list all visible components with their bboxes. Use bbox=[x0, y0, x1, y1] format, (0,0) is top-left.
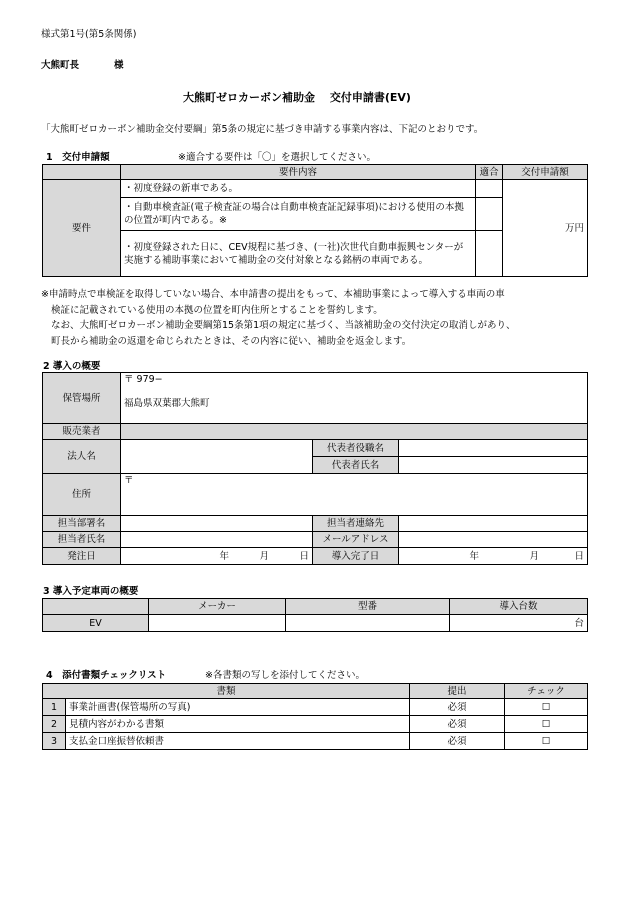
storage-address: 福島県双葉郡大熊町 bbox=[124, 398, 210, 409]
complete-year: 年 bbox=[469, 550, 480, 562]
doc-name: 支払金口座振替依頼書 bbox=[66, 733, 410, 750]
storage-label: 保管場所 bbox=[43, 373, 121, 424]
col-check: チェック bbox=[505, 684, 588, 699]
address-label: 住所 bbox=[43, 474, 121, 516]
vehicle-row-label: EV bbox=[43, 615, 149, 632]
page-title: 大熊町ゼロカーボン補助金 交付申請書(EV) bbox=[183, 91, 411, 104]
section2-heading: 2 導入の概要 bbox=[43, 361, 101, 372]
vehicle-table bbox=[42, 598, 588, 632]
order-month: 月 bbox=[259, 550, 269, 562]
overview-table bbox=[42, 372, 588, 565]
requirement-3: ・初度登録された日に、CEV規程に基づき、(一社)次世代自動車振興センターが実施する補助事業において補助金の交付対象となる銘柄の車両である。 bbox=[121, 231, 476, 277]
corp-name-field[interactable] bbox=[121, 440, 313, 474]
col-requirements: 要件内容 bbox=[121, 165, 476, 180]
order-date-field[interactable] bbox=[121, 548, 313, 565]
order-day: 日 bbox=[299, 550, 309, 562]
addressee: 大熊町長 bbox=[41, 60, 80, 71]
storage-address-cell[interactable] bbox=[121, 373, 588, 424]
count-field[interactable] bbox=[450, 615, 588, 632]
complete-day: 日 bbox=[574, 550, 585, 562]
person-label: 担当者氏名 bbox=[43, 532, 121, 548]
dealer-label: 販売業者 bbox=[43, 424, 121, 440]
rep-name-label: 代表者氏名 bbox=[313, 457, 399, 474]
fit-cell-3[interactable] bbox=[476, 231, 503, 277]
count-unit: 台 bbox=[574, 617, 584, 629]
honorific: 様 bbox=[114, 60, 124, 71]
table-row bbox=[43, 716, 588, 733]
storage-postal: 〒 979− bbox=[124, 374, 163, 385]
requirement-2: ・自動車検査証(電子検査証の場合は自動車検査証記録事項)における使用の本拠の位置が町内である。※ bbox=[121, 198, 476, 231]
col-model: 型番 bbox=[286, 599, 450, 615]
address-postal-mark: 〒 bbox=[124, 475, 134, 486]
col-doc: 書類 bbox=[43, 684, 410, 699]
requirement-1: ・初度登録の新車である。 bbox=[121, 180, 476, 198]
corp-label: 法人名 bbox=[43, 440, 121, 474]
order-date-label: 発注日 bbox=[43, 548, 121, 565]
complete-date-field[interactable] bbox=[399, 548, 588, 565]
check-box[interactable]: ☐ bbox=[505, 716, 588, 733]
section1-note: ※適合する要件は「〇」を選択してください。 bbox=[178, 152, 376, 163]
doc-required: 必須 bbox=[410, 733, 505, 750]
doc-number: 3 bbox=[43, 733, 66, 750]
pledge-line-1: ※申請時点で車検証を取得していない場合、本申請書の提出をもって、本補助事業によって導入する車両の車 bbox=[41, 289, 505, 300]
section1-heading: 1 交付申請額 bbox=[46, 152, 110, 163]
complete-month: 月 bbox=[529, 550, 540, 562]
requirements-table bbox=[42, 164, 588, 277]
table-row bbox=[43, 733, 588, 750]
amount-unit: 万円 bbox=[564, 222, 584, 234]
amount-cell[interactable] bbox=[503, 180, 588, 277]
col-maker: メーカー bbox=[149, 599, 286, 615]
section4-heading: 4 添付書類チェックリスト bbox=[46, 670, 167, 681]
requirements-row-label: 要件 bbox=[43, 180, 121, 277]
contact-field[interactable] bbox=[399, 516, 588, 532]
address-field[interactable] bbox=[121, 474, 588, 516]
email-label: メールアドレス bbox=[313, 532, 399, 548]
dept-label: 担当部署名 bbox=[43, 516, 121, 532]
fit-cell-2[interactable] bbox=[476, 198, 503, 231]
dept-field[interactable] bbox=[121, 516, 313, 532]
model-field[interactable] bbox=[286, 615, 450, 632]
col-amount: 交付申請額 bbox=[503, 165, 588, 180]
pledge-line-4: 町長から補助金の返還を命じられたときは、その内容に従い、補助金を返金します。 bbox=[51, 335, 412, 347]
complete-date-label: 導入完了日 bbox=[313, 548, 399, 565]
doc-number: 2 bbox=[43, 716, 66, 733]
email-field[interactable] bbox=[399, 532, 588, 548]
doc-required: 必須 bbox=[410, 716, 505, 733]
fit-cell-1[interactable] bbox=[476, 180, 503, 198]
doc-number: 1 bbox=[43, 699, 66, 716]
col-count: 導入台数 bbox=[450, 599, 588, 615]
intro-text: 「大熊町ゼロカーボン補助金交付要綱」第5条の規定に基づき申請する事業内容は、下記のとおりです。 bbox=[41, 124, 484, 135]
table-row bbox=[43, 699, 588, 716]
rep-name-field[interactable] bbox=[399, 457, 588, 474]
form-number: 様式第1号(第5条関係) bbox=[41, 29, 137, 40]
check-box[interactable]: ☐ bbox=[505, 733, 588, 750]
section3-heading: 3 導入予定車両の概要 bbox=[43, 586, 139, 597]
col-submit: 提出 bbox=[410, 684, 505, 699]
rep-title-field[interactable] bbox=[399, 440, 588, 457]
rep-title-label: 代表者役職名 bbox=[313, 440, 399, 457]
doc-name: 事業計画書(保管場所の写真) bbox=[66, 699, 410, 716]
pledge-note bbox=[41, 287, 515, 349]
person-field[interactable] bbox=[121, 532, 313, 548]
attachments-table bbox=[42, 683, 588, 750]
doc-name: 見積内容がわかる書類 bbox=[66, 716, 410, 733]
contact-label: 担当者連絡先 bbox=[313, 516, 399, 532]
section4-note: ※各書類の写しを添付してください。 bbox=[205, 670, 365, 681]
maker-field[interactable] bbox=[149, 615, 286, 632]
check-box[interactable]: ☐ bbox=[505, 699, 588, 716]
pledge-line-3: なお、大熊町ゼロカーボン補助金要綱第15条第1項の規定に基づく、当該補助金の交付決定の取消しがあり、 bbox=[51, 320, 516, 331]
doc-required: 必須 bbox=[410, 699, 505, 716]
order-year: 年 bbox=[219, 550, 229, 562]
pledge-line-2: 検証に記載されている使用の本拠の位置を町内住所とすることを誓約します。 bbox=[51, 304, 383, 316]
col-fit: 適合 bbox=[476, 165, 503, 180]
